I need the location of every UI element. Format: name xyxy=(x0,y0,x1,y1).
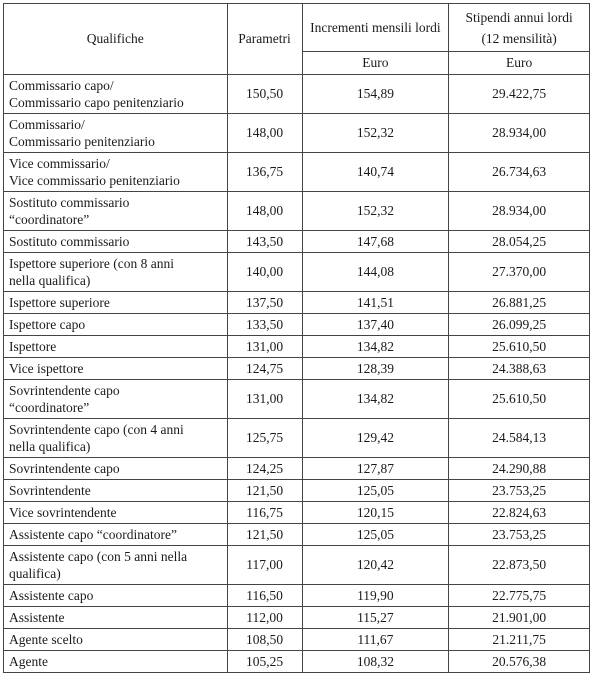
cell-incremento: 134,82 xyxy=(302,380,449,419)
cell-stipendio: 24.388,63 xyxy=(449,358,590,380)
cell-parametro: 108,50 xyxy=(227,629,302,651)
table-row xyxy=(4,153,590,192)
cell-stipendio: 28.934,00 xyxy=(449,192,590,231)
table-row xyxy=(4,380,590,419)
table-body xyxy=(4,75,590,673)
qualifica-line2: Commissario penitenziario xyxy=(9,134,155,149)
qualifica-line1: Assistente xyxy=(9,610,65,625)
cell-parametro: 133,50 xyxy=(227,314,302,336)
cell-stipendio: 28.054,25 xyxy=(449,231,590,253)
cell-qualifica xyxy=(4,458,228,480)
cell-stipendio: 22.873,50 xyxy=(449,546,590,585)
cell-qualifica xyxy=(4,585,228,607)
cell-incremento: 128,39 xyxy=(302,358,449,380)
cell-qualifica xyxy=(4,192,228,231)
qualifica-line1: Commissario capo/ xyxy=(9,78,114,93)
cell-stipendio: 29.422,75 xyxy=(449,75,590,114)
cell-qualifica xyxy=(4,629,228,651)
cell-stipendio: 25.610,50 xyxy=(449,380,590,419)
cell-parametro: 121,50 xyxy=(227,524,302,546)
header-unit-stipendi: Euro xyxy=(449,52,590,75)
qualifica-line1: Sovrintendente xyxy=(9,483,91,498)
table-row xyxy=(4,114,590,153)
header-qualifiche: Qualifiche xyxy=(4,4,228,75)
cell-parametro: 131,00 xyxy=(227,336,302,358)
table-row xyxy=(4,336,590,358)
cell-qualifica xyxy=(4,231,228,253)
cell-qualifica xyxy=(4,253,228,292)
cell-stipendio: 25.610,50 xyxy=(449,336,590,358)
cell-qualifica xyxy=(4,336,228,358)
cell-stipendio: 20.576,38 xyxy=(449,651,590,673)
cell-qualifica xyxy=(4,524,228,546)
cell-qualifica xyxy=(4,358,228,380)
cell-stipendio: 23.753,25 xyxy=(449,480,590,502)
cell-incremento: 120,42 xyxy=(302,546,449,585)
cell-incremento: 137,40 xyxy=(302,314,449,336)
qualifica-line1: Assistente capo xyxy=(9,588,94,603)
qualifica-line1: Assistente capo (con 5 anni nella xyxy=(9,549,188,564)
cell-incremento: 152,32 xyxy=(302,114,449,153)
cell-stipendio: 21.901,00 xyxy=(449,607,590,629)
qualifica-line1: Agente xyxy=(9,654,48,669)
qualifica-line1: Ispettore capo xyxy=(9,317,86,332)
cell-qualifica xyxy=(4,380,228,419)
cell-qualifica xyxy=(4,419,228,458)
cell-incremento: 152,32 xyxy=(302,192,449,231)
cell-stipendio: 22.775,75 xyxy=(449,585,590,607)
qualifica-line2: qualifica) xyxy=(9,566,61,581)
cell-parametro: 137,50 xyxy=(227,292,302,314)
cell-incremento: 127,87 xyxy=(302,458,449,480)
table-row xyxy=(4,524,590,546)
qualifica-line2: Commissario capo penitenziario xyxy=(9,95,184,110)
table-row xyxy=(4,629,590,651)
cell-parametro: 116,75 xyxy=(227,502,302,524)
qualifica-line2: “coordinatore” xyxy=(9,400,90,415)
qualifica-line1: Sovrintendente capo xyxy=(9,383,120,398)
qualifica-line1: Vice commissario/ xyxy=(9,156,110,171)
table-row xyxy=(4,585,590,607)
cell-stipendio: 24.584,13 xyxy=(449,419,590,458)
cell-incremento: 141,51 xyxy=(302,292,449,314)
cell-stipendio: 26.099,25 xyxy=(449,314,590,336)
table-row xyxy=(4,458,590,480)
cell-incremento: 134,82 xyxy=(302,336,449,358)
header-stipendi xyxy=(449,4,590,52)
qualifica-line1: Ispettore superiore xyxy=(9,295,110,310)
cell-parametro: 136,75 xyxy=(227,153,302,192)
cell-incremento: 115,27 xyxy=(302,607,449,629)
cell-qualifica xyxy=(4,651,228,673)
qualifica-line1: Sovrintendente capo (con 4 anni xyxy=(9,422,184,437)
qualifica-line1: Commissario/ xyxy=(9,117,85,132)
qualifica-line1: Sovrintendente capo xyxy=(9,461,120,476)
cell-stipendio: 26.881,25 xyxy=(449,292,590,314)
cell-parametro: 124,75 xyxy=(227,358,302,380)
cell-stipendio: 23.753,25 xyxy=(449,524,590,546)
header-parametri: Parametri xyxy=(227,4,302,75)
salary-table xyxy=(3,3,590,673)
qualifica-line2: “coordinatore” xyxy=(9,212,90,227)
qualifica-line1: Ispettore xyxy=(9,339,57,354)
cell-qualifica xyxy=(4,114,228,153)
cell-parametro: 116,50 xyxy=(227,585,302,607)
cell-parametro: 124,25 xyxy=(227,458,302,480)
cell-incremento: 125,05 xyxy=(302,480,449,502)
table-row xyxy=(4,607,590,629)
table-row xyxy=(4,231,590,253)
cell-stipendio: 21.211,75 xyxy=(449,629,590,651)
cell-parametro: 121,50 xyxy=(227,480,302,502)
cell-qualifica xyxy=(4,292,228,314)
table-row xyxy=(4,502,590,524)
cell-stipendio: 24.290,88 xyxy=(449,458,590,480)
qualifica-line1: Ispettore superiore (con 8 anni xyxy=(9,256,174,271)
cell-parametro: 117,00 xyxy=(227,546,302,585)
cell-stipendio: 27.370,00 xyxy=(449,253,590,292)
table-row xyxy=(4,358,590,380)
cell-qualifica xyxy=(4,480,228,502)
cell-incremento: 144,08 xyxy=(302,253,449,292)
table-row xyxy=(4,253,590,292)
cell-incremento: 111,67 xyxy=(302,629,449,651)
table-row xyxy=(4,480,590,502)
cell-stipendio: 22.824,63 xyxy=(449,502,590,524)
cell-parametro: 112,00 xyxy=(227,607,302,629)
header-unit-incrementi: Euro xyxy=(302,52,449,75)
header-stipendi-line2: (12 mensilità) xyxy=(481,30,557,46)
table-row xyxy=(4,314,590,336)
cell-parametro: 140,00 xyxy=(227,253,302,292)
cell-parametro: 148,00 xyxy=(227,192,302,231)
cell-qualifica xyxy=(4,502,228,524)
qualifica-line1: Sostituto commissario xyxy=(9,234,130,249)
table-row xyxy=(4,192,590,231)
qualifica-line1: Assistente capo “coordinatore” xyxy=(9,527,177,542)
cell-incremento: 129,42 xyxy=(302,419,449,458)
cell-qualifica xyxy=(4,75,228,114)
cell-parametro: 131,00 xyxy=(227,380,302,419)
cell-incremento: 125,05 xyxy=(302,524,449,546)
cell-parametro: 125,75 xyxy=(227,419,302,458)
qualifica-line2: nella qualifica) xyxy=(9,273,91,288)
cell-qualifica xyxy=(4,607,228,629)
cell-parametro: 150,50 xyxy=(227,75,302,114)
table-header xyxy=(4,4,590,75)
table-row xyxy=(4,75,590,114)
cell-incremento: 120,15 xyxy=(302,502,449,524)
header-incrementi: Incrementi mensili lordi xyxy=(302,4,449,52)
qualifica-line2: nella qualifica) xyxy=(9,439,91,454)
qualifica-line2: Vice commissario penitenziario xyxy=(9,173,180,188)
cell-incremento: 119,90 xyxy=(302,585,449,607)
cell-incremento: 108,32 xyxy=(302,651,449,673)
qualifica-line1: Vice ispettore xyxy=(9,361,84,376)
cell-parametro: 105,25 xyxy=(227,651,302,673)
table-row xyxy=(4,546,590,585)
header-stipendi-line1: Stipendi annui lordi xyxy=(465,9,573,25)
cell-incremento: 147,68 xyxy=(302,231,449,253)
cell-incremento: 140,74 xyxy=(302,153,449,192)
cell-qualifica xyxy=(4,314,228,336)
table-row xyxy=(4,419,590,458)
cell-stipendio: 26.734,63 xyxy=(449,153,590,192)
cell-incremento: 154,89 xyxy=(302,75,449,114)
cell-qualifica xyxy=(4,153,228,192)
cell-parametro: 143,50 xyxy=(227,231,302,253)
cell-qualifica xyxy=(4,546,228,585)
qualifica-line1: Vice sovrintendente xyxy=(9,505,117,520)
cell-stipendio: 28.934,00 xyxy=(449,114,590,153)
cell-parametro: 148,00 xyxy=(227,114,302,153)
table-row xyxy=(4,651,590,673)
qualifica-line1: Agente scelto xyxy=(9,632,83,647)
qualifica-line1: Sostituto commissario xyxy=(9,195,130,210)
table-row xyxy=(4,292,590,314)
